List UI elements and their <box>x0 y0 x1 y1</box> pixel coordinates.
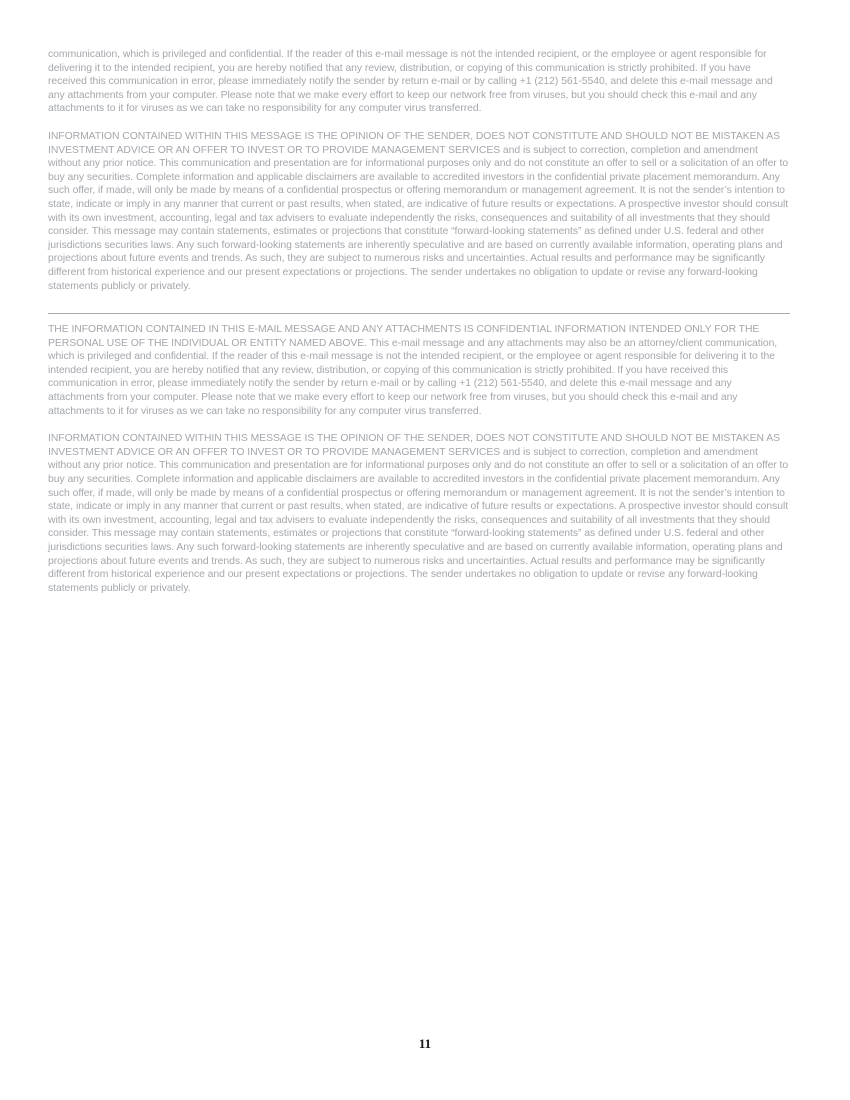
document-body <box>48 48 790 595</box>
page-number: 11 <box>418 1036 432 1051</box>
section-divider <box>48 313 790 314</box>
disclaimer-block-1 <box>48 48 790 293</box>
disclaimer-block-2 <box>48 323 790 595</box>
investment-disclaimer-paragraph-2: INFORMATION CONTAINED WITHIN THIS MESSAGE IS THE OPINION OF THE SENDER, DOES NOT CONSTITUTE AND SHOULD NOT BE MISTAKEN AS INVESTMENT ADVICE OR AN OFFER TO INVEST OR TO PROVIDE MANAGEMENT SERVICES and is subject to correction, completion and amendment without any prior notice. This communication and presentation are for informational purposes only and do not constitute an offer to sell or a solicitation of an offer to buy any securities. Complete information and applicable disclaimers are available to accredited investors in the confidential private placement memorandum. Any such offer, if made, will only be made by means of a confidential prospectus or offering memorandum or management agreement. It is not the sender’s intention to state, indicate or imply in any manner that current or past results, when stated, are indicative of future results or expectations. A prospective investor should consult with its own investment, accounting, legal and tax advisers to evaluate independently the risks, consequences and suitability of all investments that they should consider. This message may contain statements, estimates or projections that constitute “forward-looking statements” as defined under U.S. federal and other jurisdictions securities laws. Any such forward-looking statements are inherently speculative and are based on currently available information, operating plans and projections about future events and trends. As such, they are subject to numerous risks and uncertainties. Actual results and performance may be significantly different from historical experience and our present expectations or projections. The sender undertakes no obligation to update or revise any forward-looking statements publicly or privately. <box>48 433 789 594</box>
block-spacer <box>48 293 790 313</box>
investment-disclaimer-paragraph-1: INFORMATION CONTAINED WITHIN THIS MESSAGE IS THE OPINION OF THE SENDER, DOES NOT CONSTITUTE AND SHOULD NOT BE MISTAKEN AS INVESTMENT ADVICE OR AN OFFER TO INVEST OR TO PROVIDE MANAGEMENT SERVICES and is subject to correction, completion and amendment without any prior notice. This communication and presentation are for informational purposes only and do not constitute an offer to sell or a solicitation of an offer to buy any securities. Complete information and applicable disclaimers are available to accredited investors in the confidential private placement memorandum. Any such offer, if made, will only be made by means of a confidential prospectus or offering memorandum or management agreement. It is not the sender’s intention to state, indicate or imply in any manner that current or past results, when stated, are indicative of future results or expectations. A prospective investor should consult with its own investment, accounting, legal and tax advisers to evaluate independently the risks, consequences and suitability of all investments that they should consider. This message may contain statements, estimates or projections that constitute “forward-looking statements” as defined under U.S. federal and other jurisdictions securities laws. Any such forward-looking statements are inherently speculative and are based on currently available information, operating plans and projections about future events and trends. As such, they are subject to numerous risks and uncertainties. Actual results and performance may be significantly different from historical experience and our present expectations or projections. The sender undertakes no obligation to update or revise any forward-looking statements publicly or privately. <box>48 130 789 292</box>
confidentiality-paragraph-1: communication, which is privileged and confidential. If the reader of this e-mail message is not the intended recipient, or the employee or agent responsible for delivering it to the intended recipient, you are hereby notified that any review, distribution, or copying of this communication is strictly prohibited. If you have received this communication in error, please immediately notify the sender by return e-mail or by calling +1 (212) 561-5540, and delete this e-mail message and any attachments from your computer. Please note that we make every effort to keep our network free from viruses, but you should check this e-mail and any attachments to it for viruses as we can take no responsibility for any computer virus transferred. <box>48 49 773 115</box>
confidentiality-paragraph-2: THE INFORMATION CONTAINED IN THIS E-MAIL MESSAGE AND ANY ATTACHMENTS IS CONFIDENTIAL INFORMATION INTENDED ONLY FOR THE PERSONAL USE OF THE INDIVIDUAL OR ENTITY NAMED ABOVE. This e-mail message and any attachments may also be an attorney/client communication, which is privileged and confidential. If the reader of this e-mail message is not the intended recipient, or the employee or agent responsible for delivering it to the intended recipient, you are hereby notified that any review, distribution, or copying of this communication is strictly prohibited. If you have received this communication in error, please immediately notify the sender by return e-mail or by calling +1 (212) 561-5540, and delete this e-mail message and any attachments from your computer. Please note that we make every effort to keep our network free from viruses, but you should check this e-mail and any attachments to it for viruses as we can take no responsibility for any computer virus transferred. <box>48 324 778 417</box>
